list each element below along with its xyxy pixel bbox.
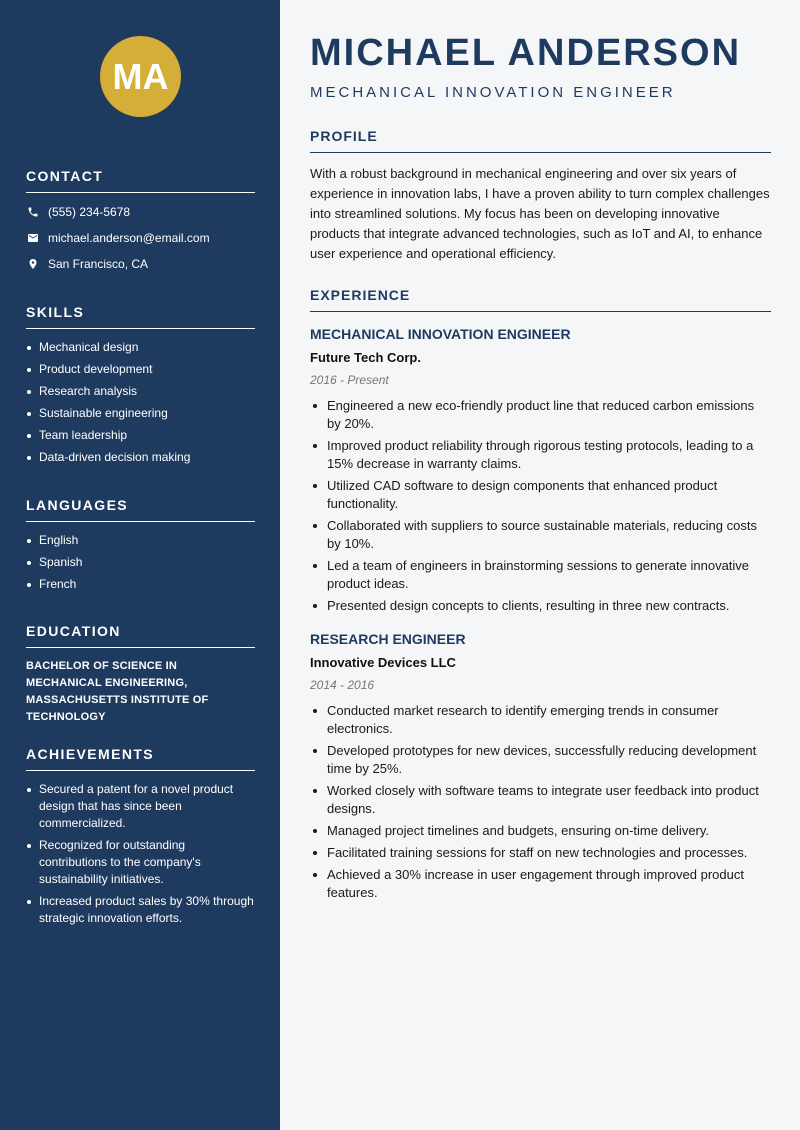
contact-phone[interactable] [26, 199, 255, 225]
skills-heading: SKILLS [26, 304, 255, 329]
languages-heading: LANGUAGES [26, 497, 255, 522]
job-bullet: Improved product reliability through rigorous testing protocols, leading to a 15% decrease in warranty claims. [310, 437, 771, 473]
profile-heading: PROFILE [310, 128, 771, 153]
experience-heading: EXPERIENCE [310, 287, 771, 312]
skill-item: Team leadership [26, 427, 255, 444]
job-bullet: Worked closely with software teams to integrate user feedback into product designs. [310, 782, 771, 818]
skill-item: Data-driven decision making [26, 449, 255, 466]
job-dates: 2016 - Present [310, 373, 389, 387]
achievement-item: Increased product sales by 30% through strategic innovation efforts. [26, 893, 255, 927]
job-role: RESEARCH ENGINEER [310, 631, 466, 647]
achievements-list [26, 781, 255, 927]
job-bullet: Managed project timelines and budgets, ensuring on-time delivery. [310, 822, 771, 840]
language-item: French [26, 576, 255, 593]
achievement-item: Secured a patent for a novel product design that has since been commercialized. [26, 781, 255, 832]
education-degree: BACHELOR OF SCIENCE IN MECHANICAL ENGINEERING, MASSACHUSETTS INSTITUTE OF TECHNOLOGY [26, 660, 209, 723]
contact-section [26, 168, 255, 277]
email-text: michael.anderson@email.com [48, 231, 210, 245]
education-section [26, 623, 255, 726]
skill-item: Mechanical design [26, 339, 255, 356]
job-bullet: Achieved a 30% increase in user engagement through improved product features. [310, 866, 771, 902]
contact-location [26, 251, 255, 277]
language-item: Spanish [26, 554, 255, 571]
achievements-section [26, 746, 255, 932]
languages-section [26, 497, 255, 598]
skill-item: Research analysis [26, 383, 255, 400]
skills-list [26, 339, 255, 466]
job-bullet: Engineered a new eco-friendly product line that reduced carbon emissions by 20%. [310, 397, 771, 433]
phone-icon [26, 205, 40, 219]
profile-text: With a robust background in mechanical engineering and over six years of experience in innovation labs, I have a proven ability to turn complex challenges into streamlined solutions. My focus has been on developing innovative products that integrate advanced technologies, such as IoT and AI, to enhance user experience and operational efficiency. [310, 166, 770, 261]
location-pin-icon [26, 257, 40, 271]
job-bullet: Collaborated with suppliers to source sustainable materials, reducing costs by 10%. [310, 517, 771, 553]
language-item: English [26, 532, 255, 549]
job-bullet: Led a team of engineers in brainstorming sessions to generate innovative product ideas. [310, 557, 771, 593]
sidebar [0, 0, 280, 1130]
job-bullet: Presented design concepts to clients, resulting in three new contracts. [310, 597, 771, 615]
skill-item: Sustainable engineering [26, 405, 255, 422]
contact-email[interactable] [26, 225, 255, 251]
avatar: MA [100, 36, 181, 117]
job-company: Future Tech Corp. [310, 350, 421, 365]
job-bullet: Developed prototypes for new devices, successfully reducing development time by 25%. [310, 742, 771, 778]
skills-section [26, 304, 255, 471]
candidate-title: MECHANICAL INNOVATION ENGINEER [310, 84, 676, 101]
job-entry [310, 326, 771, 619]
job-entry [310, 631, 771, 906]
job-bullet: Utilized CAD software to design components that enhanced product functionality. [310, 477, 771, 513]
achievements-heading: ACHIEVEMENTS [26, 746, 255, 771]
contact-heading: CONTACT [26, 168, 255, 193]
job-bullet: Conducted market research to identify emerging trends in consumer electronics. [310, 702, 771, 738]
education-heading: EDUCATION [26, 623, 255, 648]
skill-item: Product development [26, 361, 255, 378]
job-dates: 2014 - 2016 [310, 678, 375, 692]
job-bullet: Facilitated training sessions for staff on new technologies and processes. [310, 844, 771, 862]
achievement-item: Recognized for outstanding contributions to the company's sustainability initiatives. [26, 837, 255, 888]
job-bullets [310, 702, 771, 902]
candidate-name: MICHAEL ANDERSON [310, 32, 742, 74]
mail-icon [26, 231, 40, 245]
phone-text: (555) 234-5678 [48, 205, 131, 219]
job-bullets [310, 397, 771, 615]
job-company: Innovative Devices LLC [310, 655, 456, 670]
job-role: MECHANICAL INNOVATION ENGINEER [310, 326, 571, 342]
location-text: San Francisco, CA [48, 257, 149, 271]
languages-list [26, 532, 255, 593]
